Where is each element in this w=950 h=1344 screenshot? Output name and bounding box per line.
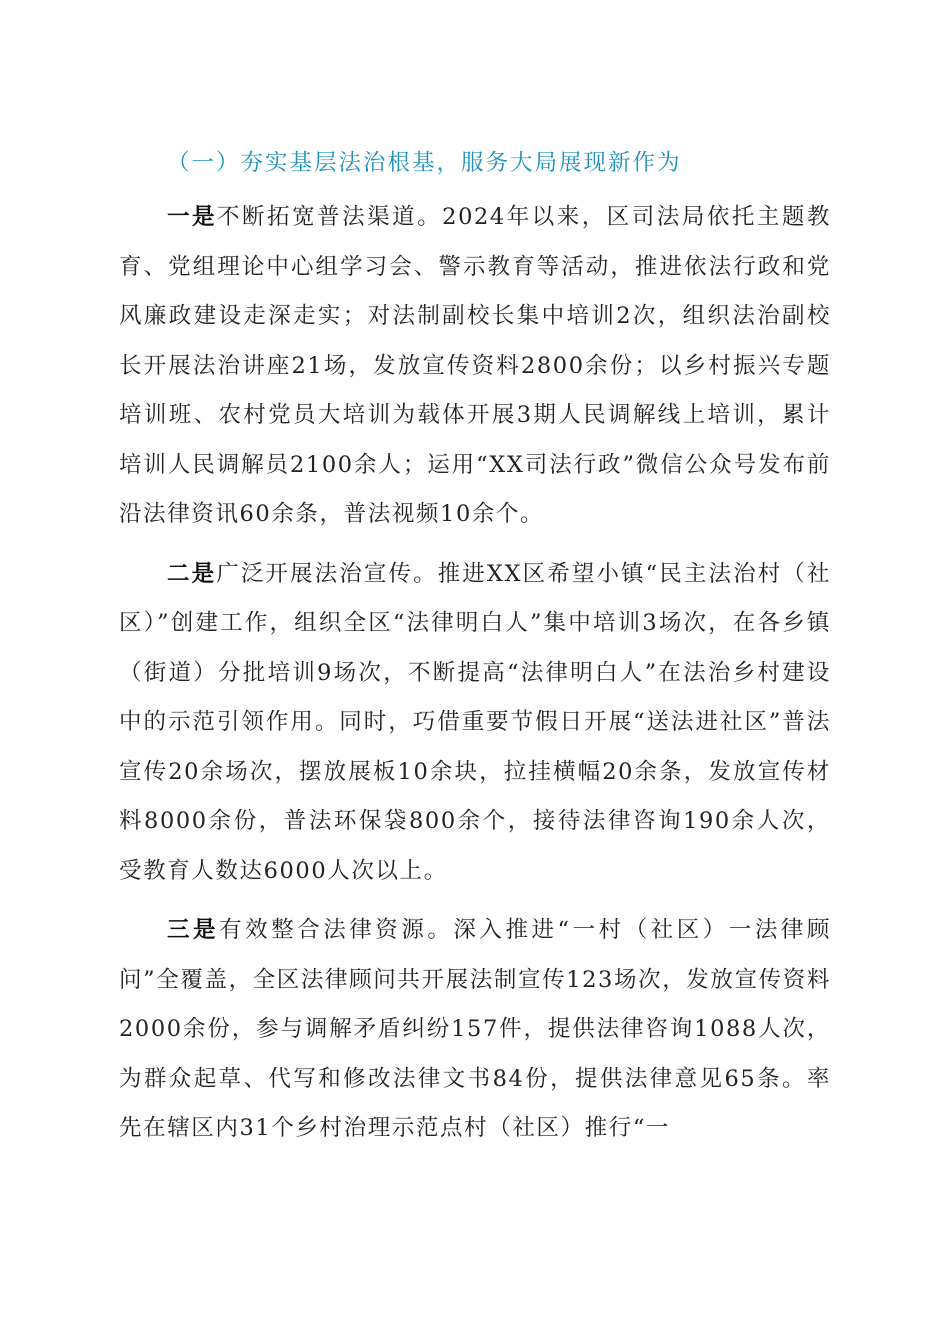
paragraph-2-lead: 二是 [167,560,217,587]
paragraph-3-body: 有效整合法律资源。深入推进“一村（社区）一法律顾问”全覆盖，全区法律顾问共开展法制宣传123场次，发放宣传资料2000余份，参与调解矛盾纠纷157件，提供法律咨询1088人次，为群众起草、代写和修改法律文书84份，提供法律意见65条。率先在辖区内31个乡村治理示范点村（社区）推行“一 [119,917,832,1141]
paragraph-1 [119,193,831,540]
paragraph-3-lead: 三是 [167,917,220,943]
paragraph-3 [119,906,831,1154]
section-heading: （一）夯实基层法治根基，服务大局展现新作为 [167,150,682,176]
paragraph-1-lead: 一是 [167,204,218,230]
paragraph-2 [119,550,831,897]
paragraph-1-body: 不断拓宽普法渠道。2024年以来，区司法局依托主题教育、党组理论中心组学习会、警示教育等活动，推进依法行政和党风廉政建设走深走实；对法制副校长集中培训2次，组织法治副校长开展法治讲座21场，发放宣传资料2800余份；以乡村振兴专题培训班、农村党员大培训为载体开展3期人民调解线上培训，累计培训人民调解员2100余人；运用“XX司法行政”微信公众号发布前沿法律资讯60余条，普法视频10余个。 [119,204,831,527]
paragraph-2-body: 广泛开展法治宣传。推进XX区希望小镇“民主法治村（社区）”创建工作，组织全区“法律明白人”集中培训3场次，在各乡镇（街道）分批培训9场次，不断提高“法律明白人”在法治乡村建设中的示范引领作用。同时，巧借重要节假日开展“送法进社区”普法宣传20余场次，摆放展板10余块，拉挂横幅20余条，发放宣传材料8000余份，普法环保袋800余个，接待法律咨询190余人次，受教育人数达6000人次以上。 [119,560,832,884]
document-body [119,143,831,1154]
